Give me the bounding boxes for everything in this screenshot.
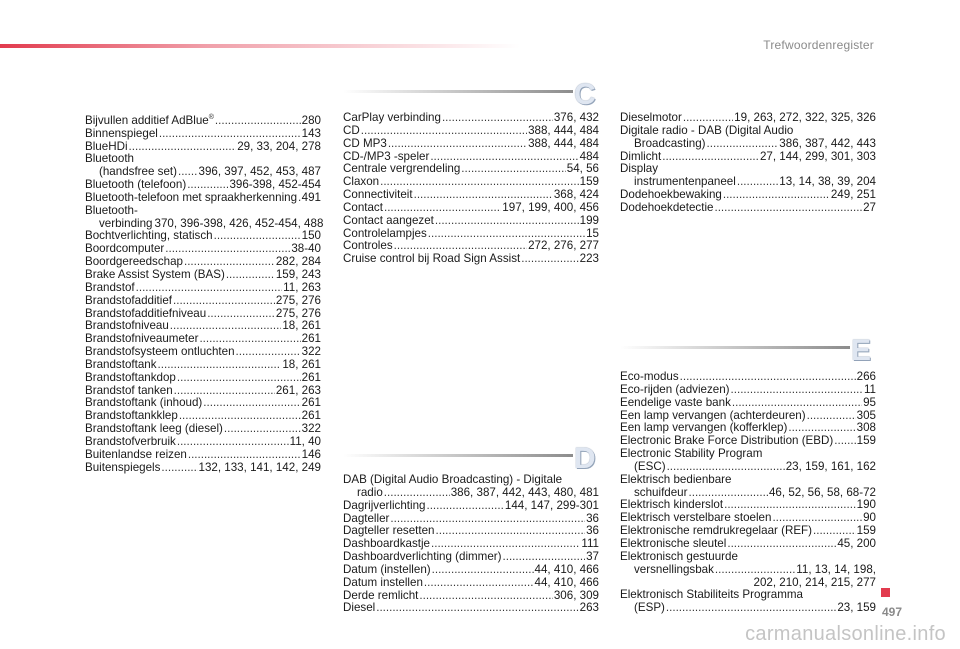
page-reference[interactable]: 23, 159 (837, 601, 876, 615)
index-entry: Brandstoftank ..... 18, 261 (85, 359, 321, 372)
page-reference[interactable]: 261 (301, 409, 321, 423)
section-letter-d: D (574, 442, 596, 475)
page-reference[interactable]: 18, 261 (282, 357, 321, 371)
index-entry-heading: Digitale radio - DAB (Digital Audio (620, 123, 794, 137)
index-entry-heading: Bluetooth- (85, 203, 138, 217)
index-entry: Brandstofsysteem ontluchten ..... 322 (85, 346, 321, 359)
page-reference[interactable]: 143 (301, 126, 321, 140)
index-entry: Elektrisch verstelbare stoelen ..... 90 (620, 512, 876, 525)
page-reference[interactable]: 306, 309 (553, 588, 599, 602)
index-entry: Bijvullen additief AdBlue® ..... 280 (85, 112, 321, 128)
index-entry: Brandstoftankdop ..... 261 (85, 372, 321, 385)
index-entry: Derde remlicht ..... 306, 309 (343, 590, 599, 603)
page-reference[interactable]: 308 (856, 421, 876, 435)
page-reference[interactable]: 54, 56 (566, 162, 599, 176)
index-entry: Contact ..... 197, 199, 400, 456 (343, 202, 599, 215)
page-reference[interactable]: 370, 396-398, 426, 452-454, 488 (154, 216, 324, 230)
index-entry: Brandstofverbruik ..... 11, 40 (85, 436, 321, 449)
section-divider-c (343, 90, 573, 93)
index-entry: BlueHDi ..... 29, 33, 204, 278 (85, 141, 321, 154)
page-reference[interactable]: 261, 263 (275, 383, 321, 397)
index-entry: Bluetooth-telefoon met spraakherkenning ..... 491 (85, 192, 321, 205)
index-entry: verbinding 370, 396-398, 426, 452-454, 488 (99, 216, 324, 230)
section-letter-c: C (574, 78, 596, 111)
index-entry: Dagteller ..... 36 (343, 513, 599, 526)
index-entry: Binnenspiegel ..... 143 (85, 128, 321, 141)
page-reference[interactable]: 111 (581, 537, 599, 551)
page-reference[interactable]: 396-398, 452-454 (229, 178, 321, 192)
index-entry: Bochtverlichting, statisch ..... 150 (85, 230, 321, 243)
page-reference[interactable]: 261 (301, 370, 321, 384)
page-reference[interactable]: 27, 144, 299, 301, 303 (759, 149, 876, 163)
page-marker-square (881, 588, 890, 597)
page-reference-continued[interactable]: 202, 210, 214, 215, 277 (753, 575, 876, 589)
page-reference[interactable]: 18, 261 (282, 319, 321, 333)
index-entry: Controlelampjes ..... 15 (343, 228, 599, 241)
page-reference[interactable]: 368, 424 (553, 188, 599, 202)
index-entry: Brandstofadditief ..... 275, 276 (85, 295, 321, 308)
page-reference[interactable]: 36 (586, 511, 599, 525)
page-reference[interactable]: 90 (863, 511, 876, 525)
index-column-b (85, 112, 324, 474)
page-reference[interactable]: 29, 33, 204, 278 (237, 139, 321, 153)
page-reference[interactable]: 396, 397, 452, 453, 487 (198, 165, 321, 179)
index-entry: Eendelige vaste bank ..... 95 (620, 397, 876, 410)
page-reference[interactable]: 159 (856, 524, 876, 538)
page-reference[interactable]: 484 (579, 149, 599, 163)
section-divider-d (343, 454, 573, 457)
index-entry: Elektronische sleutel ..... 45, 200 (620, 538, 876, 551)
page-number: 497 (881, 605, 902, 619)
index-entry: Diesel ..... 263 (343, 602, 599, 615)
page-reference[interactable]: 223 (579, 252, 599, 266)
index-entry: schuifdeur ..... 46, 52, 56, 58, 68-72 (620, 487, 876, 500)
page-reference[interactable]: 282, 284 (275, 255, 321, 269)
index-entry: CD-/MP3 -speler ..... 484 (343, 151, 599, 164)
index-entry: Een lamp vervangen (achterdeuren) ..... 305 (620, 410, 876, 423)
index-entry: Dashboardverlichting (dimmer) ..... 37 (343, 551, 599, 564)
index-entry: Buitenlandse reizen ..... 146 (85, 449, 321, 462)
watermark-text: carmanualsonline.info (745, 623, 946, 645)
index-entry: Brandstofniveau ..... 18, 261 (85, 320, 321, 333)
index-entry: Buitenspiegels ..... 132, 133, 141, 142, 249 (85, 462, 321, 475)
index-entry: instrumentenpaneel ..... 13, 14, 38, 39, 204 (620, 176, 876, 189)
page-reference[interactable]: 280 (301, 113, 321, 127)
index-entry: radio ..... 386, 387, 442, 443, 480, 481 (343, 487, 599, 500)
page-reference[interactable]: 322 (301, 345, 321, 359)
page-reference[interactable]: 36 (586, 524, 599, 538)
index-entry: Bluetooth (telefoon) ..... 396-398, 452-454 (85, 179, 321, 192)
index-entry: Contact aangezet ..... 199 (343, 215, 599, 228)
index-entry: Claxon ..... 159 (343, 176, 599, 189)
page-reference[interactable]: 159 (579, 175, 599, 189)
index-entry: Datum (instellen) ..... 44, 410, 466 (343, 564, 599, 577)
page-reference[interactable]: 144, 147, 299-301 (504, 498, 599, 512)
index-entry-heading: Bluetooth (85, 152, 134, 166)
page-reference[interactable]: 11, 13, 14, 198, (796, 562, 876, 576)
index-column-d (343, 474, 599, 615)
index-entry: Elektronische remdrukregelaar (REF) ..... 159 (620, 525, 876, 538)
index-entry: Dimlicht ..... 27, 144, 299, 301, 303 (620, 151, 876, 164)
index-entry: (handsfree set) ..... 396, 397, 452, 453, 487 (85, 166, 321, 179)
index-column-c (343, 112, 599, 266)
section-letter-e: E (851, 334, 872, 367)
index-entry: Dieselmotor ..... 19, 263, 272, 322, 325, 326 (620, 112, 876, 125)
index-entry: (ESC) ..... 23, 159, 161, 162 (620, 461, 876, 474)
page-reference[interactable]: 275, 276 (275, 293, 321, 307)
index-entry: Brandstofniveaumeter ..... 261 (85, 333, 321, 346)
index-entry: Brandstoftank (inhoud) ..... 261 (85, 397, 321, 410)
page-reference[interactable]: 23, 159, 161, 162 (785, 459, 876, 473)
index-entry: Een lamp vervangen (kofferklep) ..... 308 (620, 422, 876, 435)
page-reference[interactable]: 11, 263 (283, 280, 321, 294)
page-reference[interactable]: 249, 251 (830, 188, 876, 202)
index-entry: Cruise control bij Road Sign Assist ..... 223 (343, 253, 599, 266)
page-reference[interactable]: 37 (586, 550, 599, 564)
page-reference[interactable]: 261 (301, 332, 321, 346)
index-entry: (ESP) ..... 23, 159 (620, 602, 876, 615)
page-reference[interactable]: 305 (856, 408, 876, 422)
page-reference[interactable]: 159 (856, 434, 876, 448)
index-column-e (620, 371, 876, 615)
index-entry: Centrale vergrendeling ..... 54, 56 (343, 163, 599, 176)
index-entry-heading: Elektrisch bedienbare (620, 472, 732, 486)
section-divider-e (620, 346, 850, 349)
index-entry: Brake Assist System (BAS) ..... 159, 243 (85, 269, 321, 282)
index-entry: Eco-rijden (adviezen) ..... 11 (620, 384, 876, 397)
page-reference[interactable]: 45, 200 (837, 536, 876, 550)
page-reference[interactable]: 146 (301, 447, 321, 461)
index-entry: Electronic Brake Force Distribution (EBD) ..... 159 (620, 435, 876, 448)
page-reference[interactable]: 272, 276, 277 (528, 239, 599, 253)
page-reference[interactable]: 261 (301, 396, 321, 410)
page-reference[interactable]: 11 (863, 382, 876, 396)
index-entry: Boordgereedschap ..... 282, 284 (85, 256, 321, 269)
index-entry: CD ..... 388, 444, 484 (343, 125, 599, 138)
index-entry-heading: DAB (Digital Audio Broadcasting) - Digitale (343, 473, 563, 486)
page-reference[interactable]: 27 (863, 200, 876, 214)
page-reference[interactable]: 44, 410, 466 (534, 562, 599, 576)
page-reference[interactable]: 46, 52, 56, 58, 68-72 (768, 485, 876, 499)
page-reference[interactable]: 190 (856, 498, 876, 512)
index-entry: CarPlay verbinding ..... 376, 432 (343, 112, 599, 125)
index-entry: Controles ..... 272, 276, 277 (343, 240, 599, 253)
page-reference[interactable]: 388, 444, 484 (528, 136, 599, 150)
page-reference[interactable]: 159, 243 (275, 267, 321, 281)
page-reference[interactable]: 132, 133, 141, 142, 249 (198, 460, 321, 474)
page-reference[interactable]: 386, 387, 442, 443, 480, 481 (450, 485, 599, 499)
index-entry: Dagrijverlichting ..... 144, 147, 299-301 (343, 500, 599, 513)
index-entry-heading: Electronic Stability Program (620, 447, 763, 461)
page-reference[interactable]: 275, 276 (275, 306, 321, 320)
index-entry: Brandstoftank leeg (diesel) ..... 322 (85, 423, 321, 436)
page-reference[interactable]: 199 (579, 213, 599, 227)
page-reference[interactable]: 13, 14, 38, 39, 204 (779, 175, 876, 189)
index-entry-heading: Elektronisch gestuurde (620, 549, 738, 563)
page-reference[interactable]: 15 (586, 226, 599, 240)
index-entry: Dashboardkastje ..... 111 (343, 538, 599, 551)
page-header-title: Trefwoordenregister (763, 38, 874, 52)
index-entry: Eco-modus ..... 266 (620, 371, 876, 384)
index-entry-heading: Display (620, 162, 659, 176)
page-reference[interactable]: 150 (301, 229, 321, 243)
page-reference[interactable]: 44, 410, 466 (534, 575, 599, 589)
page-reference[interactable]: 19, 263, 272, 322, 325, 326 (734, 111, 876, 124)
page-reference[interactable]: 322 (301, 422, 321, 436)
page-reference[interactable]: 197, 199, 400, 456 (502, 200, 599, 214)
page-reference[interactable]: 376, 432 (553, 111, 599, 124)
index-entry: Elektrisch kinderslot ..... 190 (620, 499, 876, 512)
index-entry: Dodehoekbewaking ..... 249, 251 (620, 189, 876, 202)
index-entry: Connectiviteit ..... 368, 424 (343, 189, 599, 202)
page-reference[interactable]: 95 (863, 395, 876, 409)
index-entry: Dodehoekdetectie ..... 27 (620, 202, 876, 215)
header-accent-bar (0, 44, 520, 48)
index-column-d-continued (620, 112, 876, 215)
page-reference[interactable]: 263 (579, 601, 599, 615)
page-reference[interactable]: 388, 444, 484 (528, 123, 599, 137)
index-entry: Datum instellen ..... 44, 410, 466 (343, 577, 599, 590)
page-reference[interactable]: 38-40 (291, 242, 321, 256)
index-entry-heading: Elektronisch Stabiliteits Programma (620, 588, 803, 602)
page-reference[interactable]: 11, 40 (289, 434, 321, 448)
index-entry: Broadcasting) ..... 386, 387, 442, 443 (620, 138, 876, 151)
index-entry: CD MP3 ..... 388, 444, 484 (343, 138, 599, 151)
page-reference[interactable]: 386, 387, 442, 443 (779, 136, 876, 150)
index-entry: versnellingsbak ..... 11, 13, 14, 198, (620, 564, 876, 577)
index-entry: Brandstofadditiefniveau ..... 275, 276 (85, 308, 321, 321)
index-entry: Brandstoftankklep ..... 261 (85, 410, 321, 423)
page-reference[interactable]: 266 (856, 370, 876, 383)
index-entry: Dagteller resetten ..... 36 (343, 525, 599, 538)
index-entry: Brandstof tanken ..... 261, 263 (85, 385, 321, 398)
index-entry: Brandstof ..... 11, 263 (85, 282, 321, 295)
page-reference[interactable]: 491 (301, 190, 321, 204)
index-entry: Boordcomputer ..... 38-40 (85, 243, 321, 256)
